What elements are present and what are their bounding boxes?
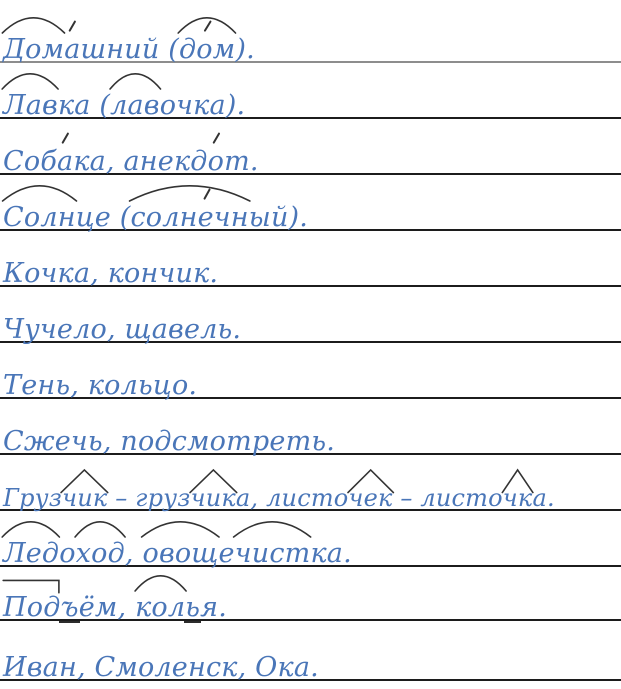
prefix-bracket bbox=[2, 578, 61, 593]
text-segment: ка. bbox=[310, 538, 352, 569]
root-arc bbox=[1, 521, 61, 537]
text-segment: ). bbox=[235, 34, 255, 65]
text-segment: овощ bbox=[142, 534, 218, 574]
handwritten-line bbox=[3, 198, 621, 238]
text-segment: кол bbox=[135, 588, 185, 628]
text-segment: дом bbox=[179, 30, 235, 70]
text-segment: ь bbox=[185, 592, 201, 623]
stress-mark bbox=[210, 133, 223, 143]
text-segment: солнечн bbox=[130, 198, 248, 238]
text-segment: ый). bbox=[248, 202, 309, 233]
handwritten-line bbox=[3, 30, 621, 70]
letter-underline bbox=[184, 621, 201, 623]
text-segment: це ( bbox=[75, 202, 131, 233]
text-segment: а. bbox=[532, 484, 555, 512]
text-segment: – листо bbox=[392, 484, 503, 512]
handwritten-line bbox=[3, 86, 621, 126]
root-arc bbox=[1, 17, 66, 33]
root-arc bbox=[140, 521, 221, 537]
suffix-caret bbox=[59, 469, 110, 493]
text-segment: Лав bbox=[3, 86, 58, 126]
root-arc bbox=[1, 73, 59, 89]
root-arc bbox=[127, 185, 252, 201]
text-segment: очка). bbox=[159, 90, 246, 121]
text-segment: , bbox=[124, 538, 143, 569]
letter-underline bbox=[59, 621, 80, 623]
handwritten-line bbox=[3, 648, 621, 688]
text-segment: Кочка, кончик. bbox=[3, 258, 219, 289]
text-segment: Лед bbox=[3, 534, 59, 574]
text-segment: чик bbox=[191, 478, 236, 518]
text-segment: о bbox=[59, 538, 76, 569]
stress-mark bbox=[59, 133, 71, 143]
text-segment: Груз bbox=[3, 484, 63, 512]
text-segment: Чучело, щавель. bbox=[3, 314, 242, 345]
text-segment: – груз bbox=[107, 484, 191, 512]
text-segment: Иван, Смоленск, Ока. bbox=[3, 652, 319, 683]
handwritten-line bbox=[3, 588, 621, 628]
root-arc bbox=[74, 521, 126, 537]
text-segment: ход bbox=[76, 534, 125, 574]
handwritten-line bbox=[3, 478, 621, 518]
text-segment: е bbox=[218, 538, 235, 569]
text-segment: ка ( bbox=[57, 90, 111, 121]
handwritten-line bbox=[3, 310, 621, 350]
text-segment: а, листо bbox=[235, 484, 349, 512]
handwritten-line bbox=[3, 534, 621, 574]
root-arc bbox=[134, 575, 187, 591]
text-segment: Солн bbox=[3, 198, 76, 238]
handwritten-line bbox=[3, 366, 621, 406]
text-segment: шний ( bbox=[80, 34, 179, 65]
handwritten-line bbox=[3, 422, 621, 462]
suffix-caret bbox=[346, 469, 395, 493]
text-segment: а bbox=[57, 142, 73, 182]
text-segment: Дом bbox=[3, 30, 64, 70]
suffix-caret bbox=[188, 469, 239, 493]
suffix-caret bbox=[501, 469, 534, 493]
text-segment: т. bbox=[224, 146, 259, 177]
root-arc bbox=[109, 73, 162, 89]
text-segment: ка, анекд bbox=[73, 146, 208, 177]
root-arc bbox=[232, 521, 312, 537]
text-segment: ём, bbox=[78, 592, 136, 623]
text-segment: я. bbox=[200, 592, 228, 623]
handwritten-line bbox=[3, 142, 621, 182]
text-segment: чик bbox=[62, 478, 107, 518]
text-segment: ъ bbox=[60, 592, 79, 623]
text-segment: Под bbox=[3, 588, 61, 628]
stress-mark bbox=[201, 21, 214, 31]
text-segment: о bbox=[208, 142, 224, 182]
text-segment: чист bbox=[235, 534, 311, 574]
root-arc bbox=[1, 185, 78, 201]
stress-mark bbox=[201, 189, 213, 199]
stress-mark bbox=[66, 21, 78, 31]
text-segment: Тень, кольцо. bbox=[3, 370, 198, 401]
text-segment: чек bbox=[348, 478, 392, 518]
handwritten-line bbox=[3, 254, 621, 294]
root-arc bbox=[177, 17, 237, 33]
text-segment: лав bbox=[110, 86, 160, 126]
text-segment: чк bbox=[503, 478, 533, 518]
text-segment: Сжечь, подсмотреть. bbox=[3, 426, 336, 457]
text-segment: Соб bbox=[3, 146, 57, 177]
text-segment: а bbox=[64, 30, 80, 70]
